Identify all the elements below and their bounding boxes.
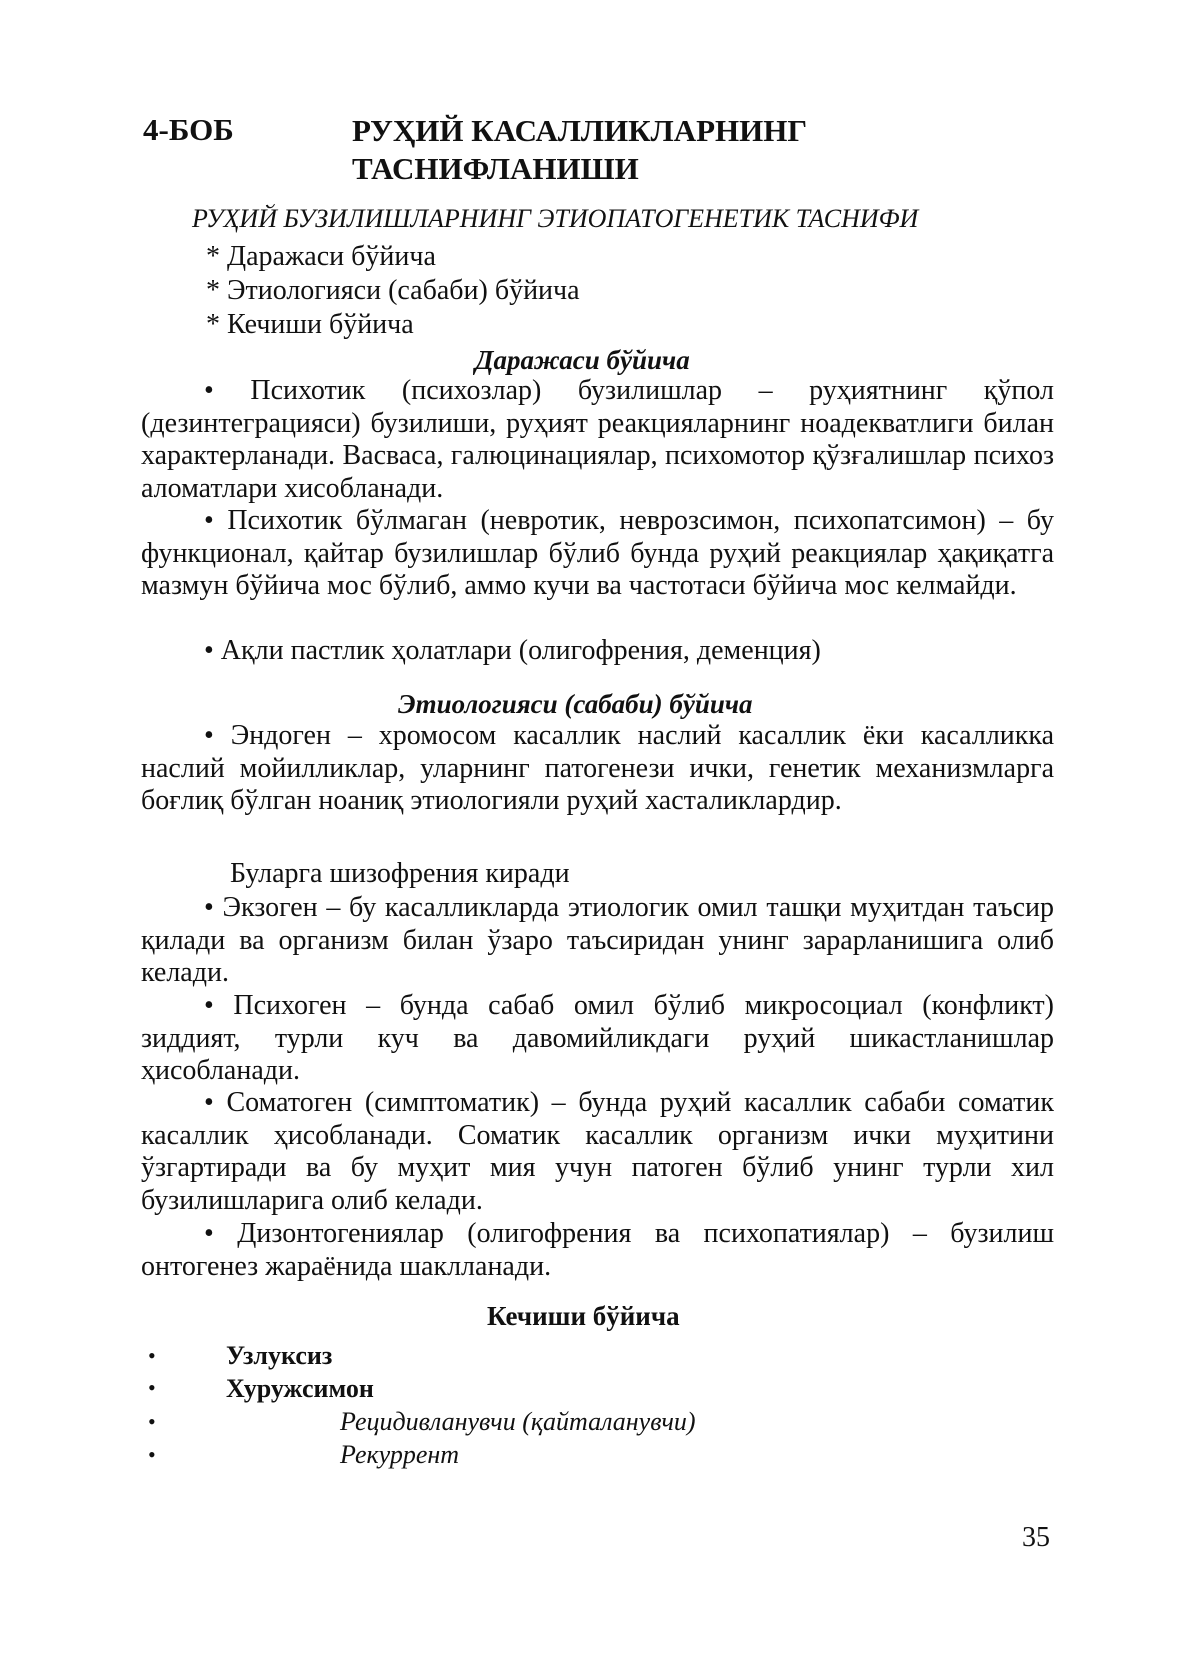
course-item-recurrent-relapsing: Рецидивланувчи (қайталанувчи) bbox=[340, 1407, 696, 1436]
chapter-title-line-1: РУҲИЙ КАСАЛЛИКЛАРНИНГ bbox=[352, 113, 808, 148]
paragraph-dysontogenesis: • Дизонтогениялар (олигофрения ва психопатиялар) – бузилиш онтогенез жараёнида шаклланади. bbox=[141, 1218, 1054, 1282]
endogenous-note: Буларга шизофрения киради bbox=[230, 858, 570, 889]
list-bullet: • bbox=[148, 1442, 156, 1467]
paragraph-psychotic: • Психотик (психозлар) бузилишлар – руҳиятнинг қўпол (дезинтеграцияси) бузилиши, руҳият реакцияларнинг ноадекватлиги билан характерланади. Васваса, галюцинациялар, психомотор қўзғалишлар психоз аломатлари хисобланади. bbox=[141, 375, 1054, 504]
paragraph-mental-retardation: • Ақли пастлик ҳолатлари (олигофрения, деменция) bbox=[204, 635, 821, 666]
page-number: 35 bbox=[1022, 1522, 1050, 1553]
section-heading-course: Кечиши бўйича bbox=[487, 1301, 680, 1331]
chapter-number: 4-БОБ bbox=[143, 112, 234, 147]
criteria-item: * Этиологияси (сабаби) бўйича bbox=[206, 275, 580, 306]
paragraph-exogenous: • Экзоген – бу касалликларда этиологик омил ташқи муҳитдан таъсир қилади ва организм билан ўзаро таъсиридан унинг зарарланишига олиб келади. bbox=[141, 892, 1054, 988]
paragraph-endogenous: • Эндоген – хромосом касаллик наслий касаллик ёки касалликка наслий мойилликлар, уларнинг патогенези ички, генетик механизмларга боғлиқ бўлган ноаниқ этиологияли руҳий хасталиклардир. bbox=[141, 720, 1054, 816]
criteria-item: * Кечиши бўйича bbox=[206, 309, 414, 340]
section-heading-etiology: Этиологияси (сабаби) бўйича bbox=[398, 689, 753, 719]
paragraph-non-psychotic: • Психотик бўлмаган (невротик, неврозсимон, психопатсимон) – бу функционал, қайтар бузилишлар бўлиб бунда руҳий реакциялар ҳақиқатга мазмун бўйича мос бўлиб, аммо кучи ва частотаси бўйича мос келмайди. bbox=[141, 505, 1054, 601]
list-bullet: • bbox=[148, 1343, 156, 1368]
chapter-title-line-2: ТАСНИФЛАНИШИ bbox=[352, 151, 639, 186]
course-item-continuous: Узлуксиз bbox=[226, 1341, 333, 1370]
paragraph-psychogenic: • Психоген – бунда сабаб омил бўлиб микросоциал (конфликт) зиддият, турли куч ва давомийликдаги руҳий шикастланишлар ҳисобланади. bbox=[141, 990, 1054, 1086]
list-bullet: • bbox=[148, 1375, 156, 1400]
section-subtitle: РУҲИЙ БУЗИЛИШЛАРНИНГ ЭТИОПАТОГЕНЕТИК ТАСНИФИ bbox=[192, 204, 919, 233]
course-item-paroxysmal: Хуружсимон bbox=[226, 1374, 374, 1403]
section-heading-degree: Даражаси бўйича bbox=[475, 345, 690, 375]
list-bullet: • bbox=[148, 1409, 156, 1434]
course-item-recurrent: Рекуррент bbox=[340, 1440, 460, 1469]
paragraph-somatogenic: • Соматоген (симптоматик) – бунда руҳий касаллик сабаби соматик касаллик ҳисобланади. Соматик касаллик организм ички муҳитини ўзгартиради ва бу муҳит мия учун патоген бўлиб унинг турли хил бузилишларига олиб келади. bbox=[141, 1087, 1054, 1216]
criteria-item: * Даражаси бўйича bbox=[206, 241, 436, 272]
chapter-title bbox=[352, 112, 807, 188]
